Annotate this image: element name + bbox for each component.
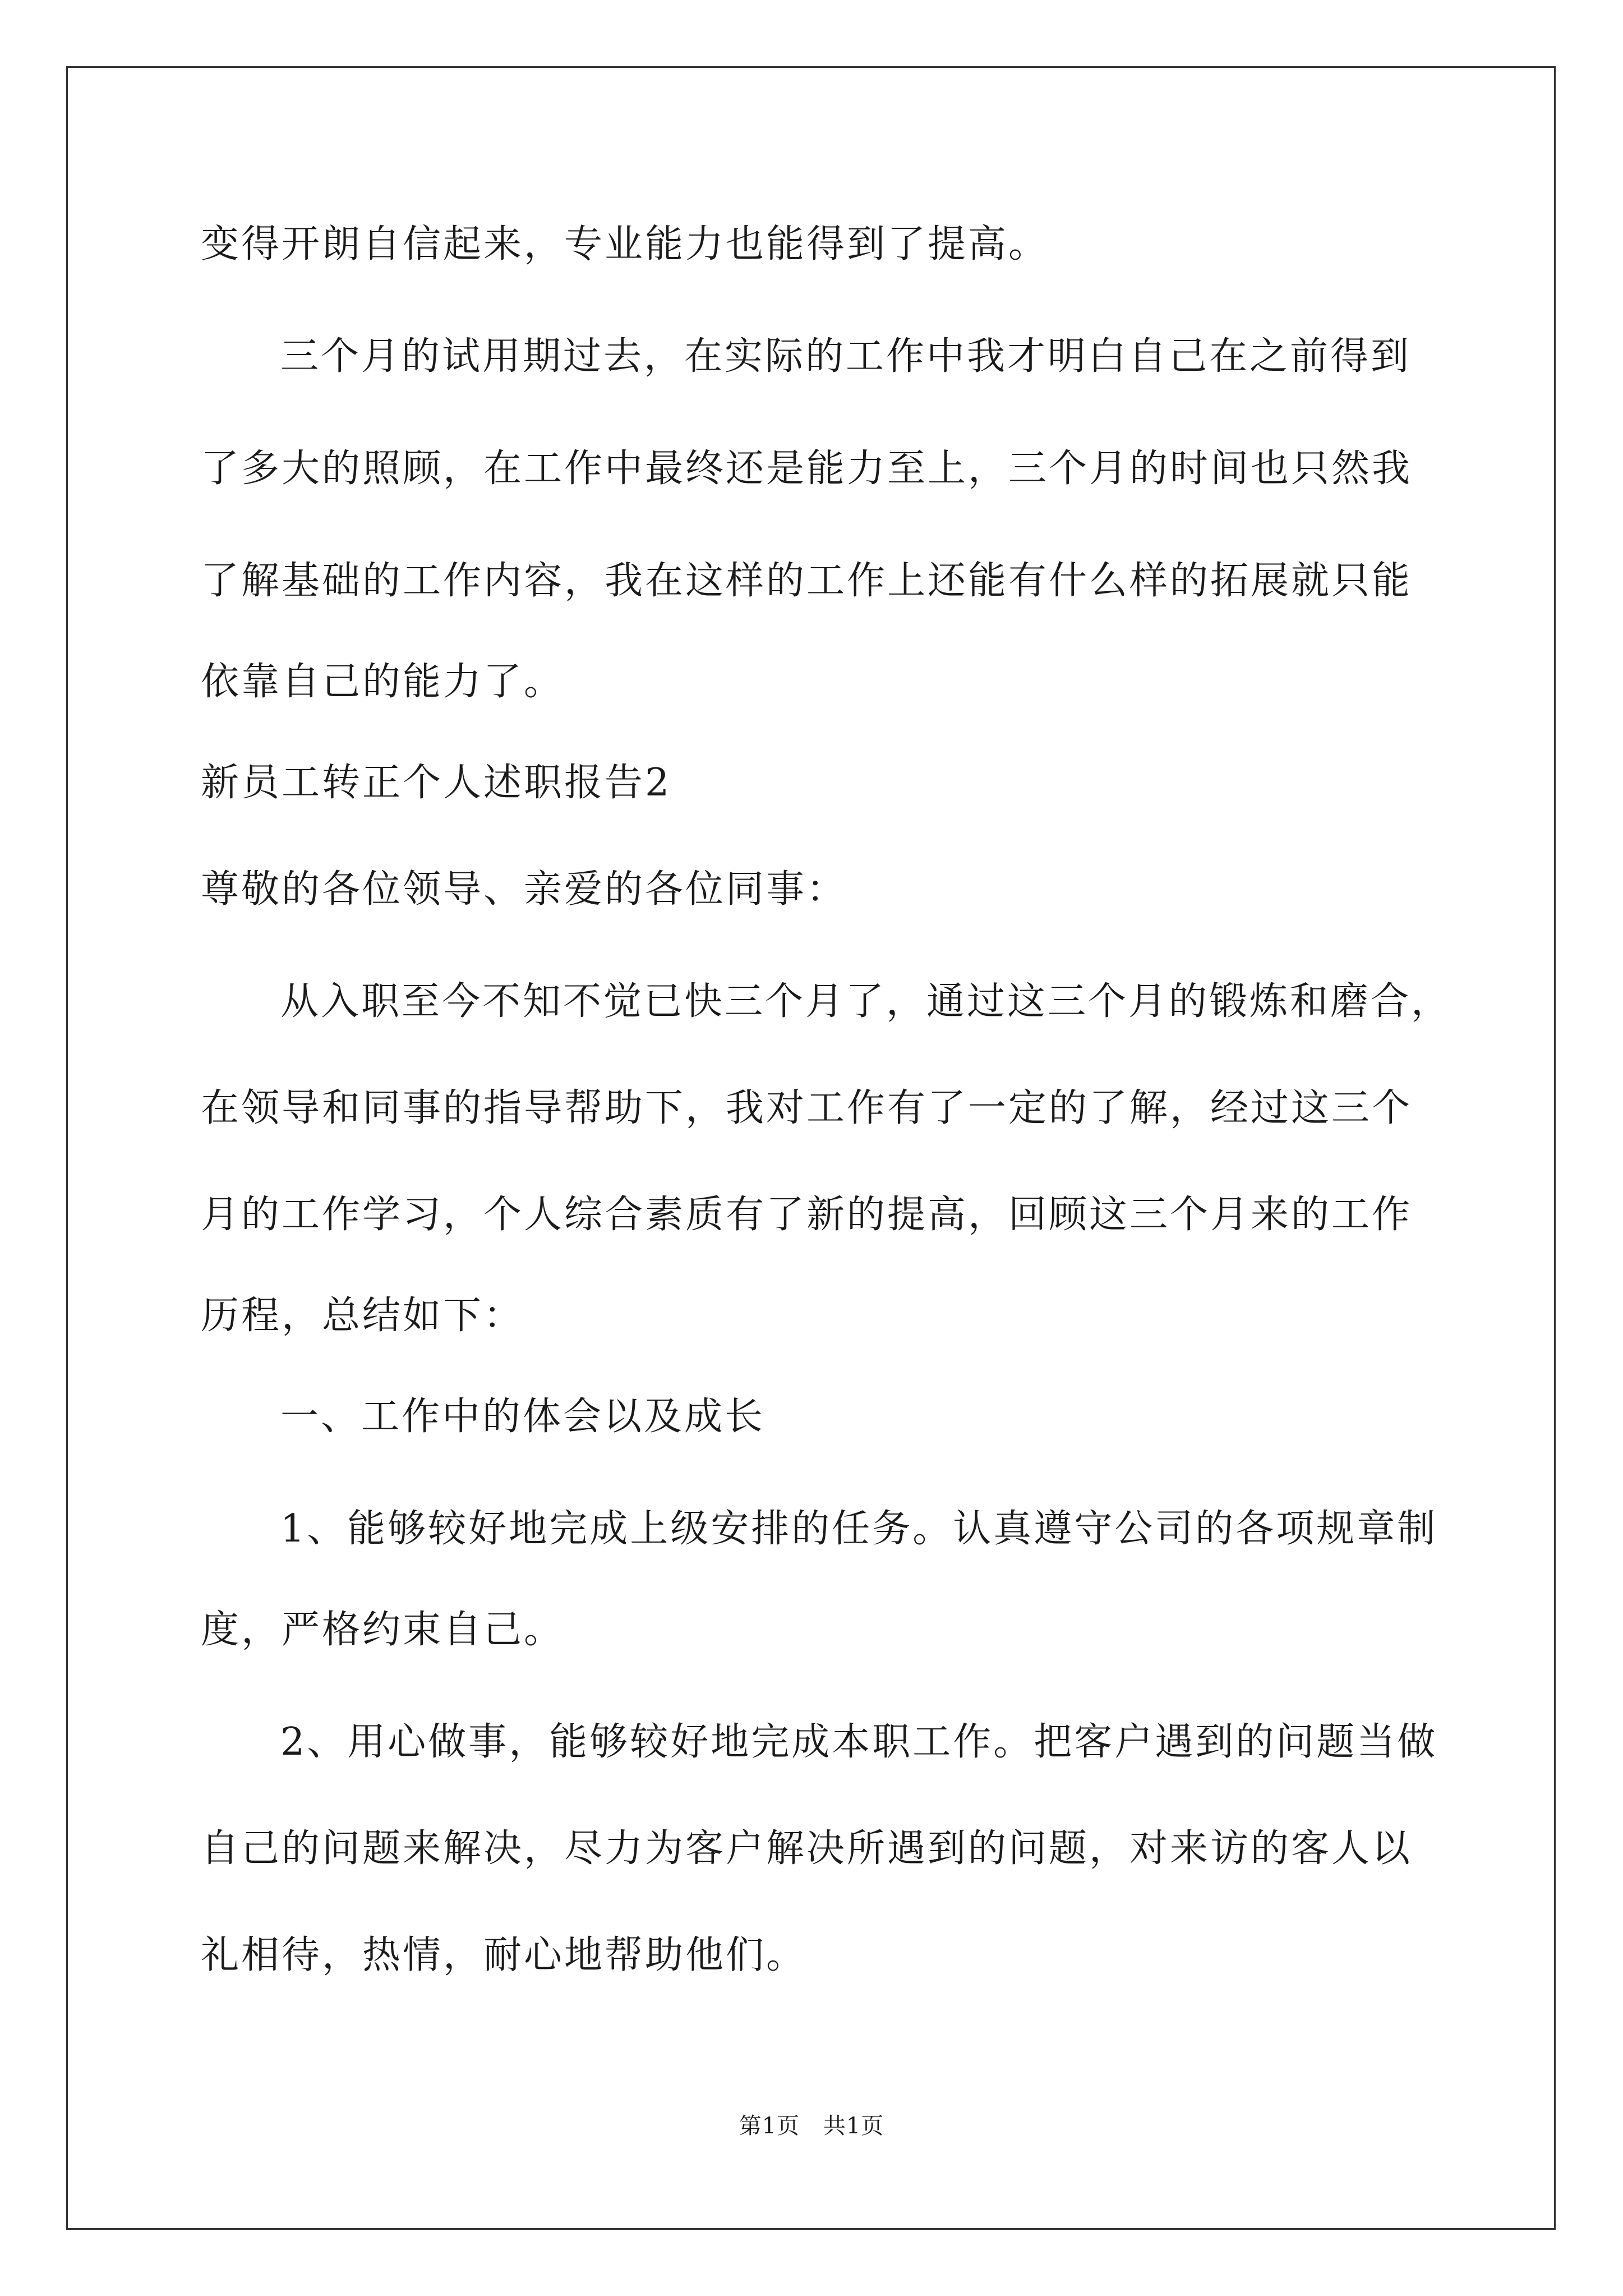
- text-line: 自己的问题来解决，尽力为客户解决所遇到的问题，对来访的客人以: [201, 1826, 1413, 1871]
- text-line: 依靠自己的能力了。: [201, 660, 565, 704]
- section-heading: 新员工转正个人述职报告2: [201, 761, 672, 805]
- page-footer: [0, 2112, 1623, 2140]
- text-line: 度，严格约束自己。: [201, 1608, 565, 1652]
- text-line: 历程，总结如下：: [201, 1294, 524, 1338]
- text-line: 了多大的照顾，在工作中最终还是能力至上，三个月的时间也只然我: [201, 447, 1413, 491]
- text-line: 礼相待，热情，耐心地帮助他们。: [201, 1933, 807, 1977]
- text-line: 三个月的试用期过去，在实际的工作中我才明白自己在之前得到: [280, 334, 1412, 379]
- salutation: 尊敬的各位领导、亲爱的各位同事：: [201, 867, 847, 912]
- text-line: 1、能够较好地完成上级安排的任务。认真遵守公司的各项规章制: [280, 1507, 1438, 1551]
- text-line: 在领导和同事的指导帮助下，我对工作有了一定的了解，经过这三个: [201, 1086, 1413, 1130]
- text-line: 从入职至今不知不觉已快三个月了，通过这三个月的锻炼和磨合，: [280, 979, 1452, 1024]
- page-number: 第1页: [739, 2113, 800, 2139]
- subheading: 一、工作中的体会以及成长: [280, 1395, 766, 1439]
- text-line: 月的工作学习，个人综合素质有了新的提高，回顾这三个月来的工作: [201, 1193, 1413, 1237]
- text-line: 变得开朗自信起来，专业能力也能得到了提高。: [201, 222, 1049, 266]
- page-frame: [66, 66, 1556, 2230]
- page-total: 共1页: [823, 2113, 884, 2139]
- text-line: 2、用心做事，能够较好地完成本职工作。把客户遇到的问题当做: [280, 1720, 1438, 1764]
- text-line: 了解基础的工作内容，我在这样的工作上还能有什么样的拓展就只能: [201, 559, 1413, 603]
